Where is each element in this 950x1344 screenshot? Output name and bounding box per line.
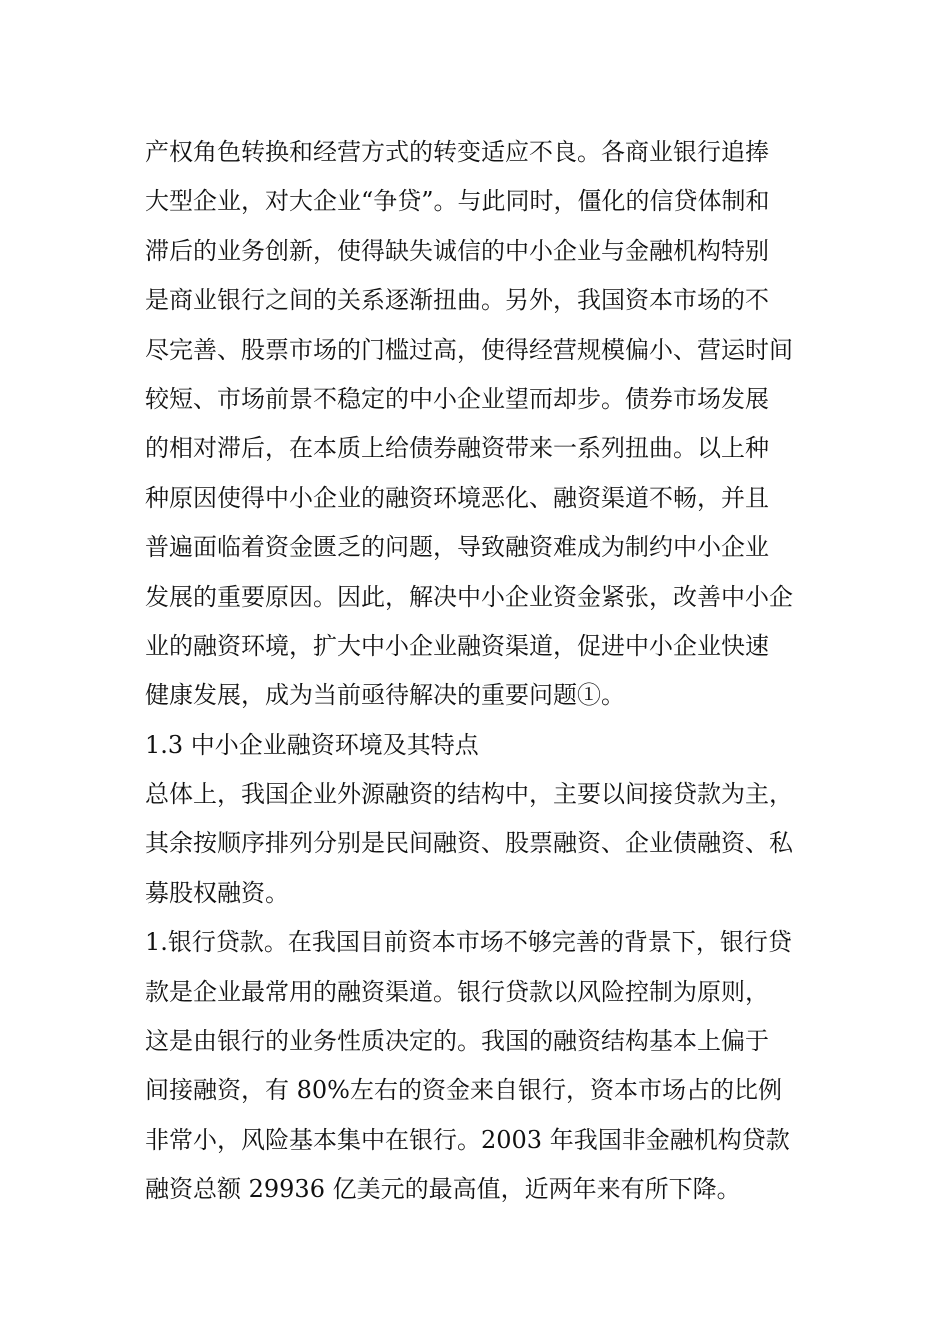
- text-line: 是商业银行之间的关系逐渐扭曲。另外，我国资本市场的不: [145, 286, 769, 315]
- text-line: 滞后的业务创新，使得缺失诚信的中小企业与金融机构特别: [145, 236, 769, 265]
- paragraph-financing-problems: [145, 128, 807, 721]
- text-line: 间接融资，有 80%左右的资金来自银行，资本市场占的比例: [145, 1076, 782, 1105]
- text-line: 募股权融资。: [145, 878, 289, 907]
- text-line: 款是企业最常用的融资渠道。银行贷款以风险控制为原则，: [145, 977, 769, 1006]
- text-line: 大型企业，对大企业“争贷”。与此同时，僵化的信贷体制和: [145, 187, 770, 216]
- text-line: 非常小，风险基本集中在银行。2003 年我国非金融机构贷款: [145, 1125, 790, 1154]
- text-line: 业的融资环境，扩大中小企业融资渠道，促进中小企业快速: [145, 631, 769, 660]
- text-line: 这是由银行的业务性质决定的。我国的融资结构基本上偏于: [145, 1027, 769, 1056]
- text-line: 其余按顺序排列分别是民间融资、股票融资、企业债融资、私: [145, 829, 793, 858]
- text-line: 普遍面临着资金匮乏的问题，导致融资难成为制约中小企业: [145, 533, 769, 562]
- section-heading-text: 1.3 中小企业融资环境及其特点: [145, 730, 479, 759]
- paragraph-financing-structure: [145, 770, 807, 918]
- text-line: 健康发展，成为当前亟待解决的重要问题①。: [145, 681, 625, 710]
- text-line: 总体上，我国企业外源融资的结构中，主要以间接贷款为主，: [145, 780, 793, 809]
- paragraph-bank-loans: [145, 918, 807, 1214]
- section-heading: [145, 721, 807, 770]
- text-line: 尽完善、股票市场的门槛过高，使得经营规模偏小、营运时间: [145, 335, 793, 364]
- text-line: 融资总额 29936 亿美元的最高值，近两年来有所下降。: [145, 1175, 741, 1204]
- text-line: 较短、市场前景不稳定的中小企业望而却步。债券市场发展: [145, 384, 769, 413]
- text-line: 1.银行贷款。在我国目前资本市场不够完善的背景下，银行贷: [145, 928, 792, 957]
- document-body: [145, 128, 807, 1215]
- text-line: 的相对滞后，在本质上给债券融资带来一系列扭曲。以上种: [145, 434, 769, 463]
- text-line: 种原因使得中小企业的融资环境恶化、融资渠道不畅，并且: [145, 483, 769, 512]
- text-line: 发展的重要原因。因此，解决中小企业资金紧张，改善中小企: [145, 582, 793, 611]
- text-line: 产权角色转换和经营方式的转变适应不良。各商业银行追捧: [145, 138, 769, 166]
